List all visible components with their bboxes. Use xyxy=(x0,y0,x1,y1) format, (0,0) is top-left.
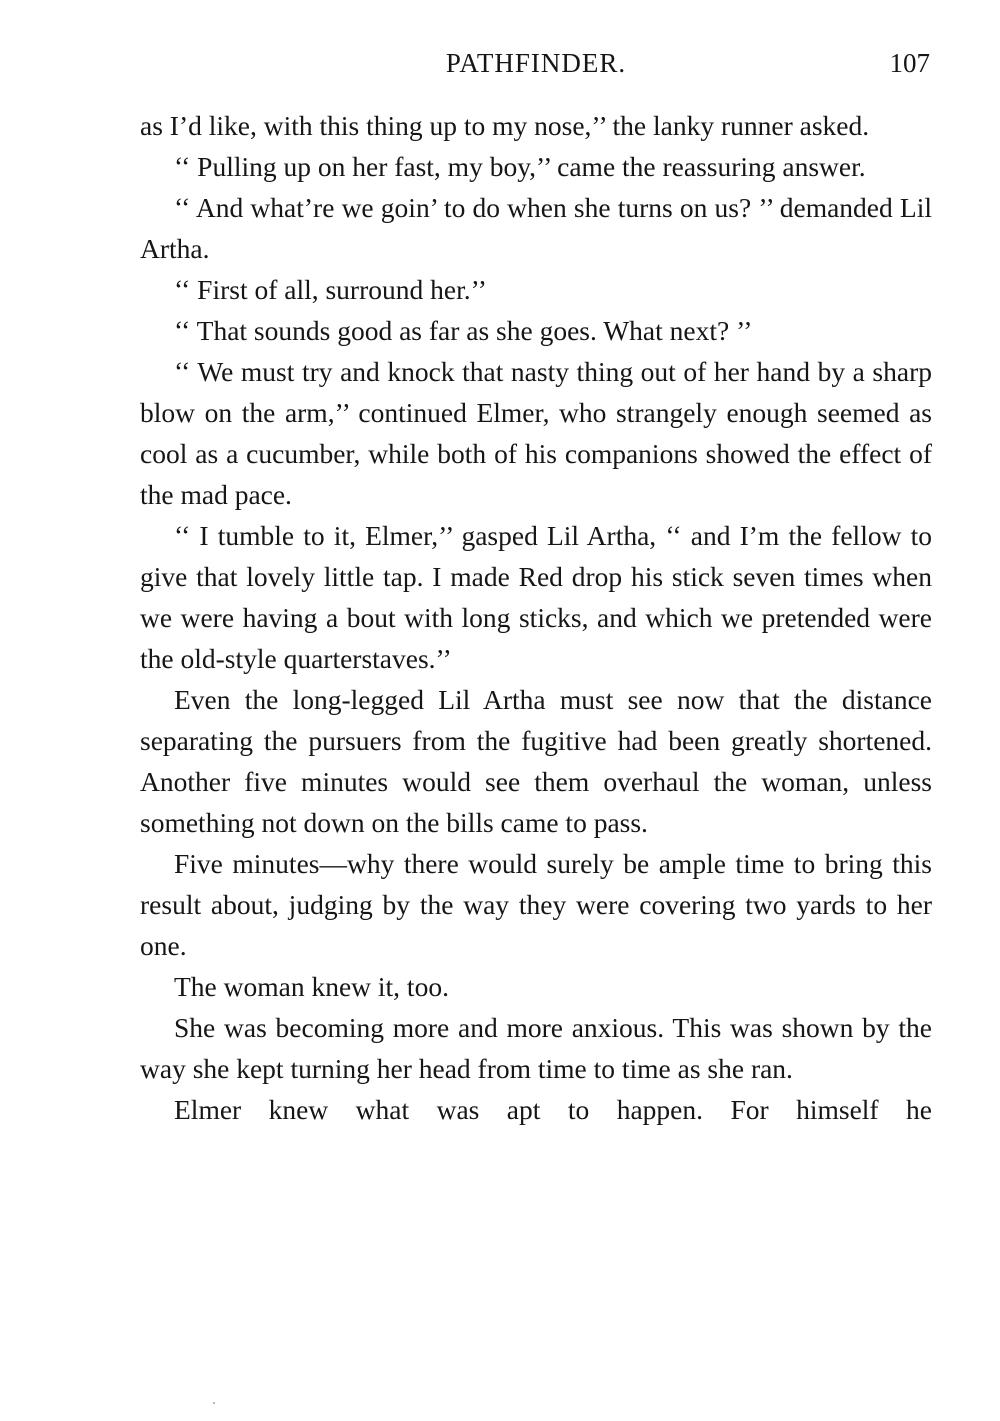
running-head xyxy=(140,42,932,92)
paragraph: Even the long-legged Lil Artha must see now that the distance separating the pursuers from the fugitive had been greatly shortened. Another five minutes would see them overhaul the woman, unless something not down on the bills came to pass. xyxy=(140,684,932,838)
body-text xyxy=(140,105,932,1130)
scan-speck xyxy=(213,1402,215,1404)
page-number: 107 xyxy=(889,48,930,78)
paragraph: ‘‘ First of all, surround her.’’ xyxy=(174,274,487,305)
running-title: PATHFINDER. xyxy=(445,48,627,78)
paragraph: Five minutes—why there would surely be ample time to bring this result about, judging by the way they were covering two yards to her one. xyxy=(140,848,932,961)
paragraph: The woman knew it, too. xyxy=(174,971,449,1002)
paragraph-truncated: Elmer knew what was apt to happen. For himself he xyxy=(174,1094,932,1125)
paragraph: ‘‘ Pulling up on her fast, my boy,’’ came the reassuring answer. xyxy=(174,151,866,182)
paragraph-continuation: as I’d like, with this thing up to my nose,’’ the lanky runner asked. xyxy=(140,110,870,141)
paragraph: ‘‘ We must try and knock that nasty thing out of her hand by a sharp blow on the arm,’’ continued Elmer, who strangely enough seemed as cool as a cucumber, while both of his companions showed the effect of the mad pace. xyxy=(140,356,932,510)
paragraph: ‘‘ And what’re we goin’ to do when she turns on us? ’’ demanded Lil Artha. xyxy=(140,192,932,264)
paragraph: She was becoming more and more anxious. This was shown by the way she kept turning her head from time to time as she ran. xyxy=(140,1012,932,1084)
paragraph: ‘‘ I tumble to it, Elmer,’’ gasped Lil Artha, ‘‘ and I’m the fellow to give that lovely little tap. I made Red drop his stick seven times when we were having a bout with long sticks, and which we pretended were the old-style quarterstaves.’’ xyxy=(140,520,932,674)
paragraph: ‘‘ That sounds good as far as she goes. What next? ’’ xyxy=(174,315,753,346)
